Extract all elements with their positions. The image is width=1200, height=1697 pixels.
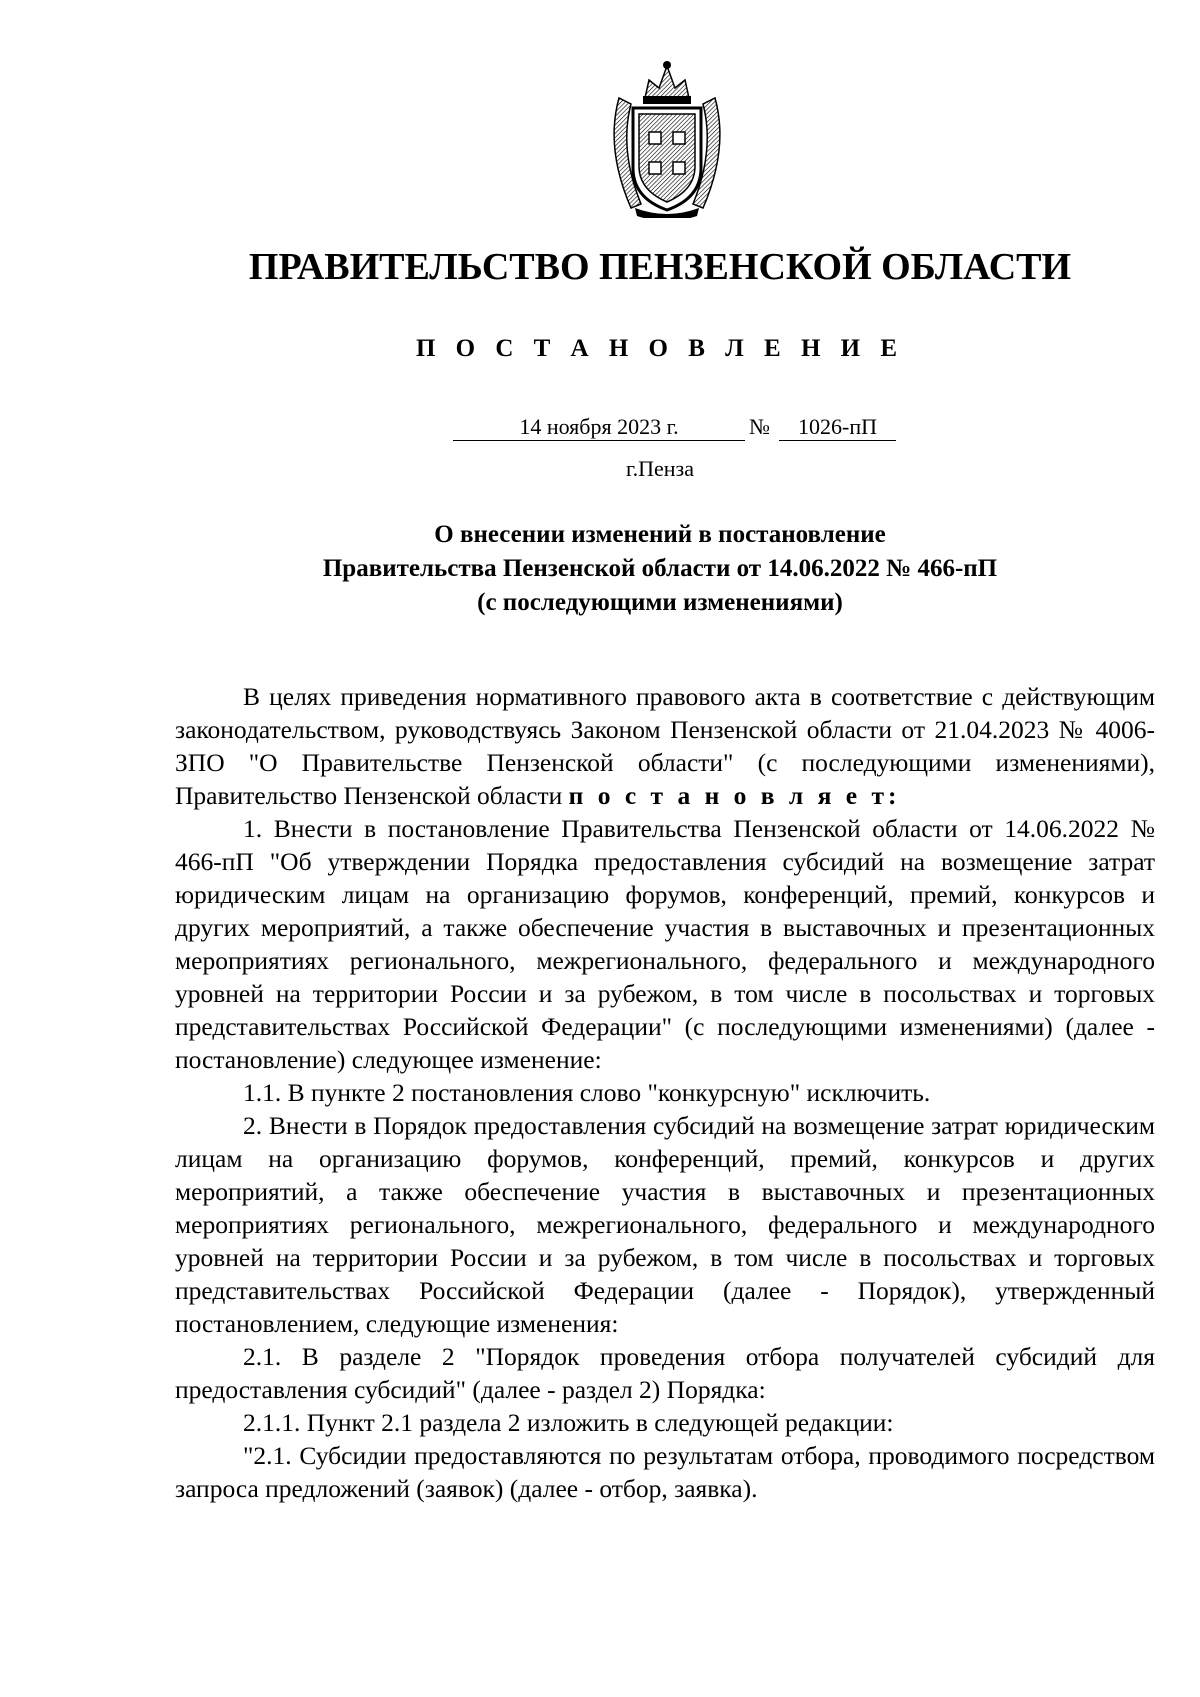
subject-line: Правительства Пензенской области от 14.06.2022 № 466-пП [322,555,998,582]
coat-of-arms-emblem [601,58,733,218]
subject-line: (с последующими изменениями) [477,589,843,616]
document-subject [0,518,1200,620]
document-body [175,680,1155,1505]
document-type-heading: П О С Т А Н О В Л Е Н И Е [415,335,905,362]
decides-word: п о с т а н о в л я е т: [568,781,901,810]
city-line: г.Пенза [626,456,694,481]
body-paragraph: "2.1. Субсидии предоставляются по результатам отбора, проводимого посредством запроса предложений (заявок) (далее - отбор, заявка). [175,1441,1155,1503]
number-sign: № [749,414,770,439]
subject-line: О внесении изменений в постановление [434,521,886,548]
document-date: 14 ноября 2023 г. [453,414,745,441]
body-paragraph: 2. Внести в Порядок предоставления субсидий на возмещение затрат юридическим лицам на организацию форумов, конференций, премий, конкурсов и других мероприятий, а также обеспечение участия в выставочных и презентационных мероприятиях регионального, межрегионального, федерального и международного уровней на территории России и за рубежом, в том числе в посольствах и торговых представительствах Российской Федерации (далее - Порядок), утвержденный постановлением, следующие изменения: [175,1111,1155,1338]
preamble-text: В целях приведения нормативного правового акта в соответствие с действующим законодательством, руководствуясь Законом Пензенской области от 21.04.2023 № 4006-ЗПО "О Правительстве Пензенской области" (с последующими изменениями), Правительство Пензенской области [175,682,1155,810]
preamble-paragraph [175,680,1155,812]
body-paragraph: 2.1. В разделе 2 "Порядок проведения отбора получателей субсидий для предоставления субсидий" (далее - раздел 2) Порядка: [175,1342,1155,1404]
document-number: 1026-пП [779,414,896,441]
body-paragraph: 2.1.1. Пункт 2.1 раздела 2 изложить в следующей редакции: [243,1408,894,1437]
body-paragraph: 1.1. В пункте 2 постановления слово "конкурсную" исключить. [243,1078,931,1107]
government-title: ПРАВИТЕЛЬСТВО ПЕНЗЕНСКОЙ ОБЛАСТИ [248,246,1072,288]
body-paragraph: 1. Внести в постановление Правительства Пензенской области от 14.06.2022 № 466-пП "Об утверждении Порядка предоставления субсидий на возмещение затрат юридическим лицам на организацию форумов, конференций, премий, конкурсов и других мероприятий, а также обеспечение участия в выставочных и презентационных мероприятиях регионального, межрегионального, федерального и международного уровней на территории России и за рубежом, в том числе в посольствах и торговых представительствах Российской Федерации" (с последующими изменениями) (далее - постановление) следующее изменение: [175,814,1155,1074]
